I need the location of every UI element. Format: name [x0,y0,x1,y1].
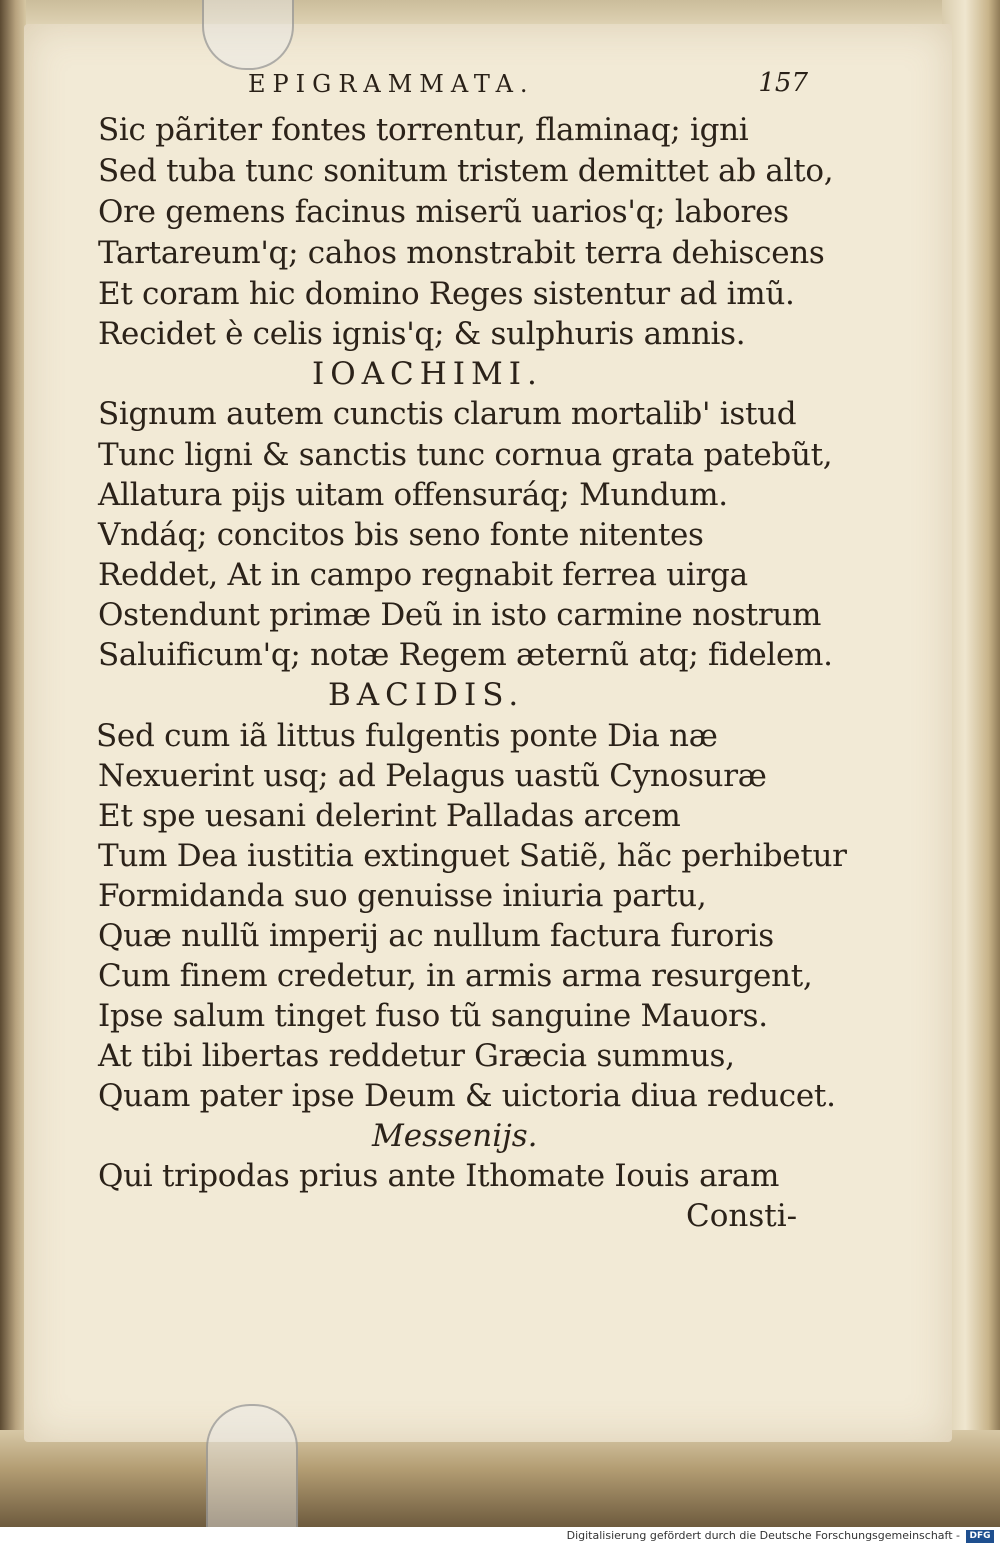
verse-line: Ipse salum tinget fuso tũ sanguine Mauors. [98,998,768,1034]
verse-line: Qui tripodas prius ante Ithomate Iouis aram [98,1158,780,1194]
verse-line: Saluificum'q; notæ Regem æternũ atq; fidelem. [98,637,833,673]
running-head: EPIGRAMMATA. [248,70,535,98]
verse-line: Tum Dea iustitia extinguet Satiẽ, hãc perhibetur [98,838,847,874]
verse-line: Tartareum'q; cahos monstrabit terra dehiscens [98,235,825,271]
verse-line: Formidanda suo genuisse iniuria partu, [98,878,707,914]
verse-line: Quam pater ipse Deum & uictoria diua reducet. [98,1078,836,1114]
book-gutter [0,0,26,1527]
verse-line: Recidet è celis ignis'q; & sulphuris amnis. [98,316,746,352]
page-header [248,70,808,110]
page-clip-bottom [206,1404,298,1527]
verse-line: At tibi libertas reddetur Græcia summus, [98,1038,735,1074]
verse-line: Sed cum iã littus fulgentis ponte Dia næ [96,718,718,754]
section-heading-messenijs: Messenijs. [372,1118,538,1154]
verse-line: Cum finem credetur, in armis arma resurgent, [98,958,813,994]
verse-line: Et spe uesani delerint Palladas arcem [98,798,681,834]
footer-credit: Digitalisierung gefördert durch die Deutsche Forschungsgemeinschaft - [566,1529,960,1542]
verse-line: Sic pãriter fontes torrentur, flaminaq; igni [98,112,749,148]
verse-line: Tunc ligni & sanctis tunc cornua grata patebũt, [98,437,833,473]
verse-line: Ostendunt primæ Deũ in isto carmine nostrum [98,597,822,633]
verse-line: Quæ nullũ imperij ac nullum factura furoris [98,918,774,954]
verse-line: Reddet, At in campo regnabit ferrea uirga [98,557,748,593]
verse-line: Allatura pijs uitam offensuráq; Mundum. [98,477,728,513]
book-cover-bottom [0,1430,1000,1527]
page-number: 157 [758,68,808,98]
verse-line: Signum autem cunctis clarum mortalib' istud [98,396,797,432]
catchword: Consti- [686,1198,798,1234]
verse-line: Nexuerint usq; ad Pelagus uastũ Cynosuræ [98,758,767,794]
verse-line: Sed tuba tunc sonitum tristem demittet ab alto, [98,153,834,189]
verse-line: Vndáq; concitos bis seno fonte nitentes [98,517,704,553]
section-heading-bacidis: BACIDIS. [328,677,525,713]
section-heading-ioachimi: IOACHIMI. [312,356,543,392]
dfg-logo: DFG [966,1530,994,1543]
verse-line: Ore gemens facinus miserũ uarios'q; labores [98,194,789,230]
verse-line: Et coram hic domino Reges sistentur ad imũ. [98,276,795,312]
digitization-footer [0,1527,1000,1547]
